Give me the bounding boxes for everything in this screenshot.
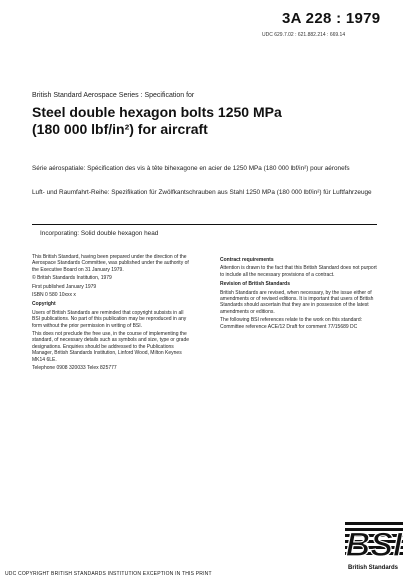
german-title: Luft- und Raumfahrt-Reihe: Spezifikation für Zwölfkantschrauben aus Stahl 1250 MPa (180 000 lbf/in²) für Luftfahrzeuge <box>32 189 372 196</box>
incorporating-note: Incorporating: Solid double hexagon head <box>40 230 159 237</box>
copyright-text: Users of British Standards are reminded that copyright subsists in all BSI publications. No part of this publication may be reproduced in any form without the prior permission in writing of BSI. <box>32 309 187 329</box>
standard-number: 3A 228 : 1979 <box>282 10 381 27</box>
revision-heading: Revision of British Standards <box>220 281 291 288</box>
logo-caption: British Standards <box>348 565 399 571</box>
publication-statement: This British Standard, having been prepared under the direction of the Aerospace Standards Committee, was published under the authority of the Executive Board on 31 January 1979. <box>32 254 189 273</box>
udc-reference: UDC 629.7.02 : 621.882.214 : 669.14 <box>262 32 346 38</box>
isbn: ISBN 0 580 10xxx x <box>32 292 76 299</box>
document-title-line-2: (180 000 lbf/in²) for aircraft <box>32 121 208 137</box>
committee-reference: The following BSI references relate to the work on this standard: Committee reference ACE/12 Draft for comment 77/15689 DC <box>220 317 363 330</box>
contract-heading: Contract requirements <box>220 257 274 263</box>
footer-notice: UDC COPYRIGHT BRITISH STANDARDS INSTITUTION EXCEPTION IN THIS PRINT <box>5 571 212 577</box>
copyright-heading: Copyright <box>32 301 56 308</box>
right-column <box>220 254 380 332</box>
series-heading: British Standard Aerospace Series : Specification for <box>32 92 195 99</box>
bsi-logo <box>345 518 403 568</box>
left-column <box>32 254 192 374</box>
contract-text: Attention is drawn to the fact that this British Standard does not purport to include all the necessary provisions of a contract. <box>220 265 377 278</box>
implementation-text: This does not preclude the free use, in the course of implementing the standard, of necessary details such as symbols and size, type or grade designations. Enquiries should be addressed to the Publications Manager, British Standards Institution, Linford Wood, Milton Keynes MK14 6LE. <box>32 331 190 363</box>
document-title-line-1: Steel double hexagon bolts 1250 MPa <box>32 104 282 120</box>
french-title: Série aérospatiale: Spécification des vis à tête bihexagone en acier de 1250 MPa (180 000 lbf/in²) pour aéronefs <box>32 165 350 172</box>
svg-text:BSI: BSI <box>345 526 403 564</box>
revision-text: British Standards are revised, when necessary, by the issue either of amendments or of revised editions. It is important that users of British Standards should ascertain that they are in possession of the latest amendments or editions. <box>220 289 374 315</box>
divider <box>32 224 377 225</box>
first-published: First published January 1979 <box>32 283 97 290</box>
telephone: Telephone 0908 320033 Telex 825777 <box>32 365 117 372</box>
copyright-line: © British Standards Institution, 1979 <box>32 275 112 282</box>
